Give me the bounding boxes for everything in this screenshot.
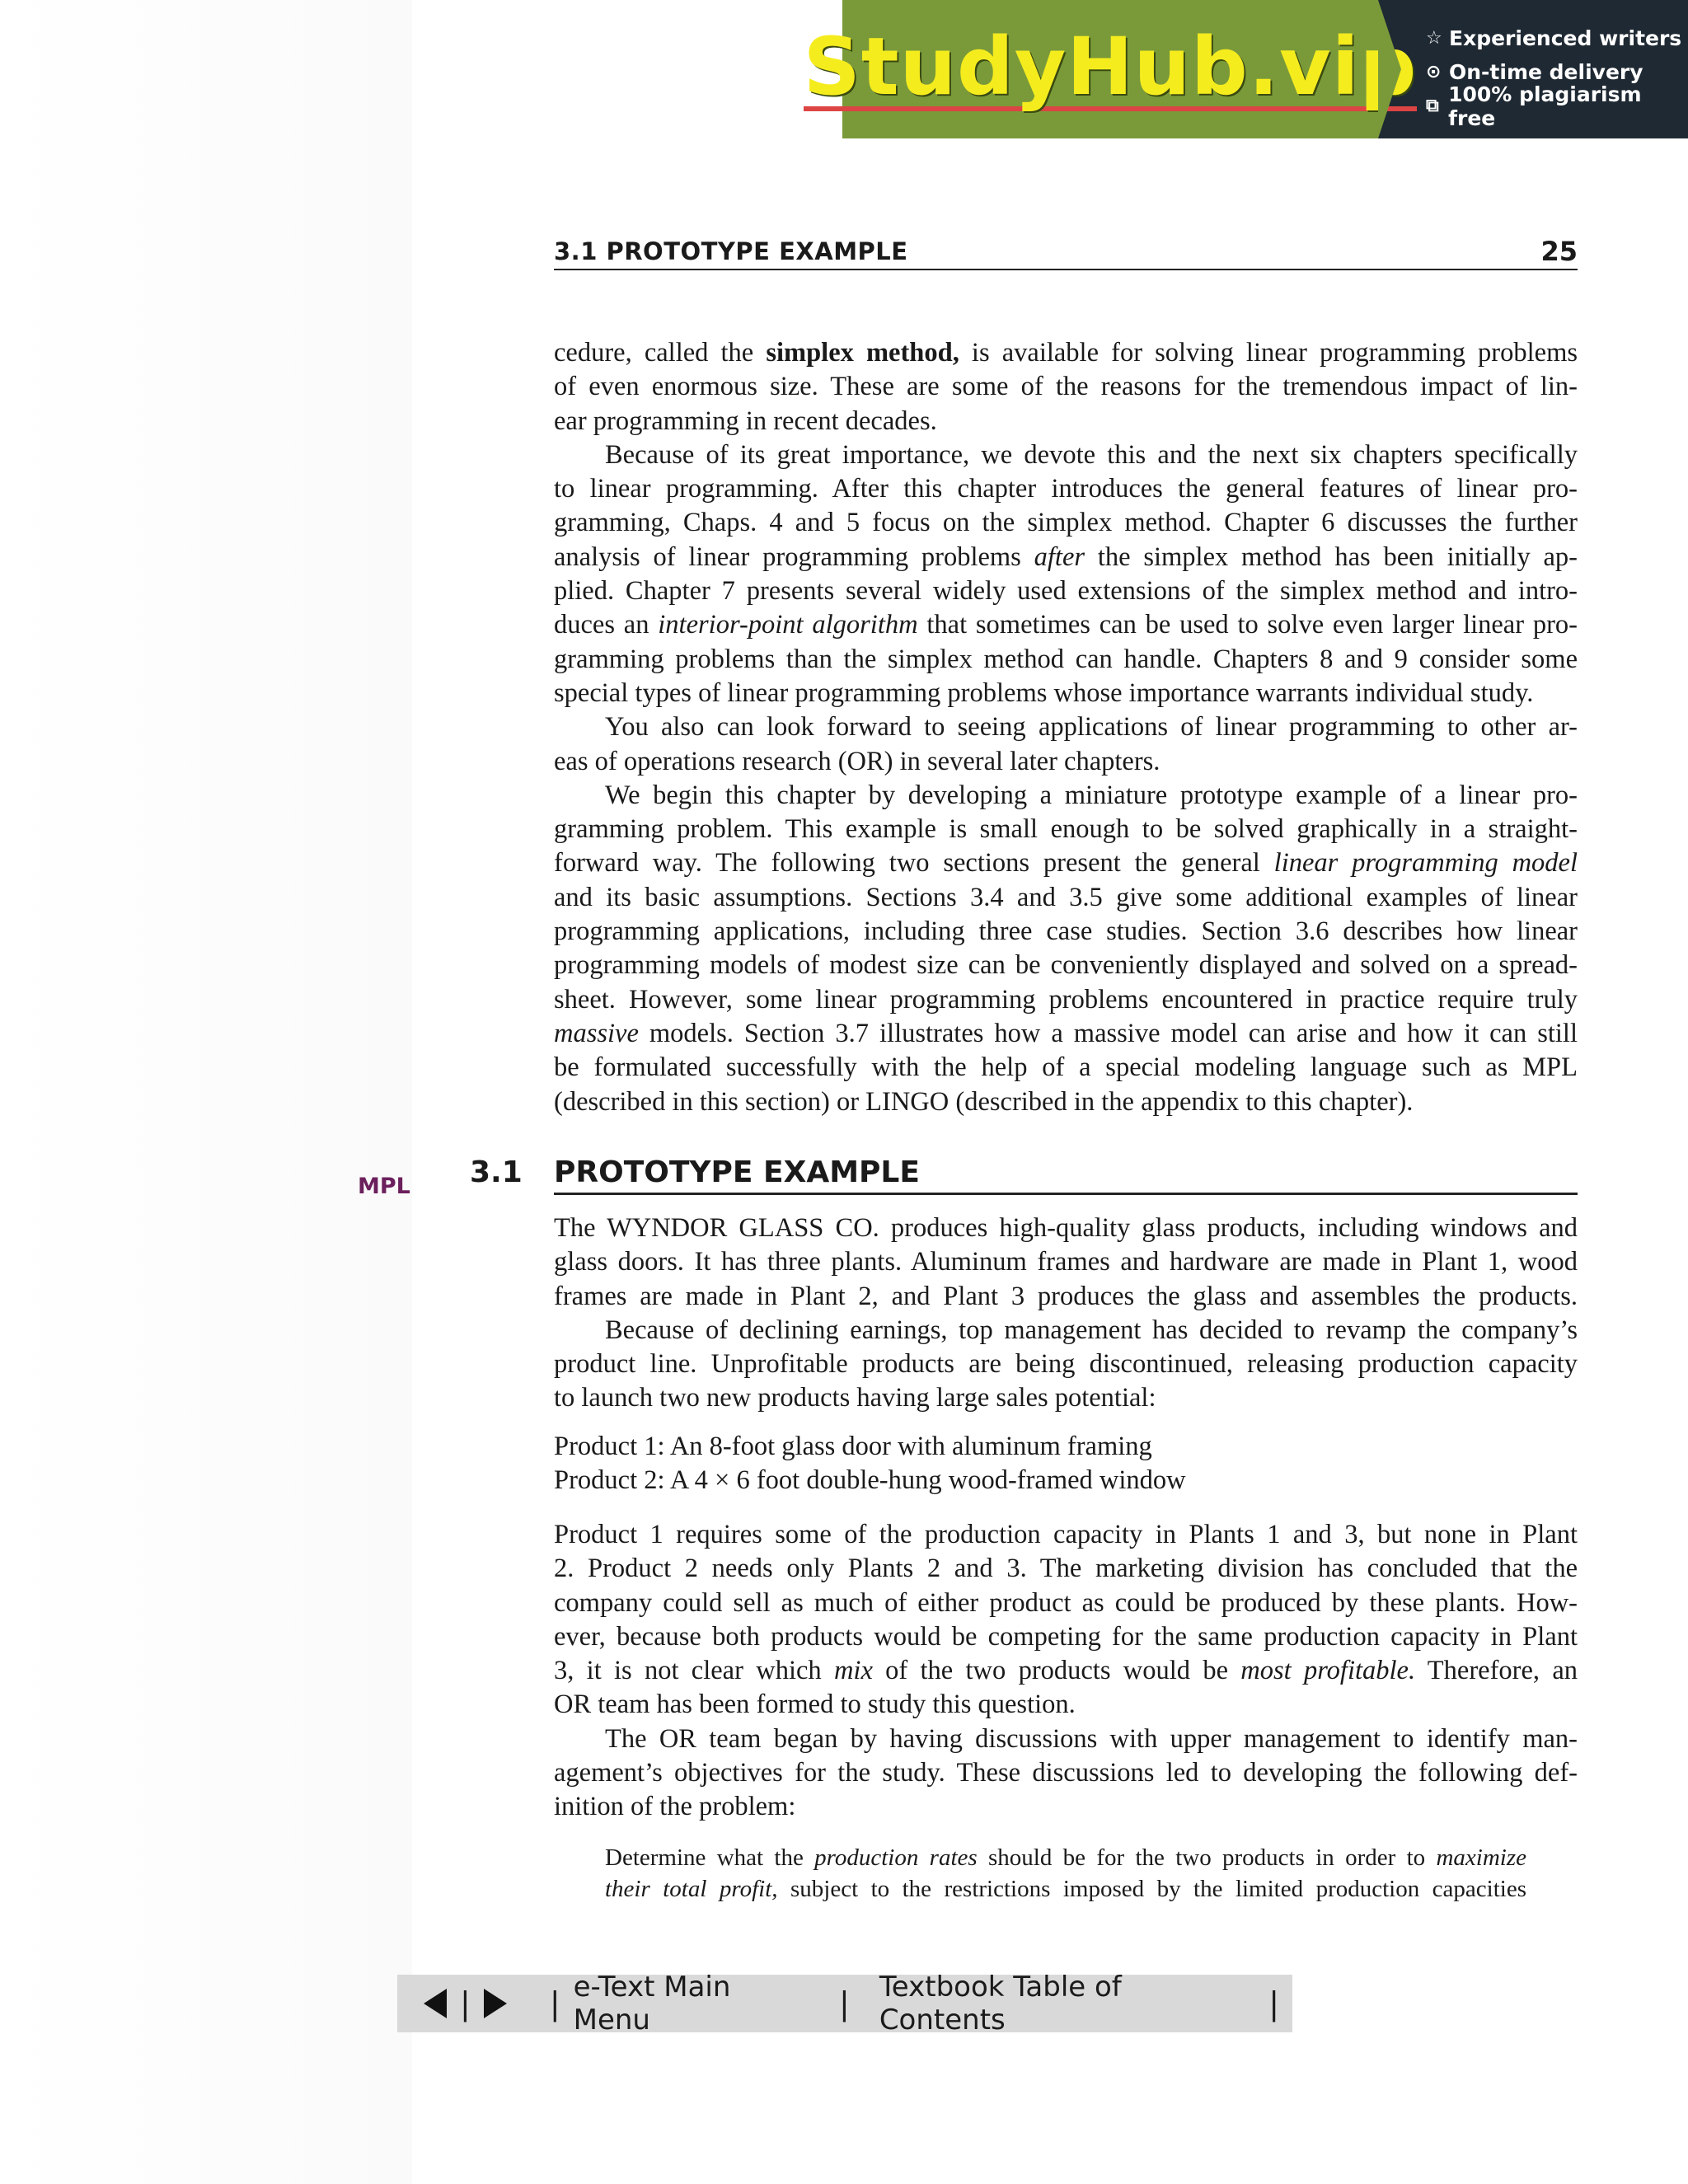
copy-icon: ⧉ [1426, 96, 1439, 116]
nav-separator: | [549, 1985, 560, 2022]
nav-separator: | [1268, 1985, 1279, 2022]
main-menu-link[interactable]: e-Text Main Menu [573, 1971, 731, 2036]
ad-feature-label: On-time delivery [1449, 60, 1643, 84]
navigation-bar [397, 1971, 1292, 2036]
text-line: their total profit, subject to the restrictions imposed by the limited production capacities [605, 1876, 1526, 1902]
page-background [0, 0, 412, 2184]
text-line: programming applications, including three case studies. Section 3.6 describes how linear [554, 916, 1578, 947]
section-title: PROTOTYPE EXAMPLE [554, 1155, 1578, 1195]
text-line: eas of operations research (OR) in several later chapters. [554, 746, 1160, 776]
text-line: Product 1 requires some of the production capacity in Plants 1 and 3, but none in Plant [554, 1520, 1578, 1549]
ad-features [1378, 0, 1688, 138]
running-title: 3.1 PROTOTYPE EXAMPLE [554, 237, 908, 265]
text-line: Because of its great importance, we devote this and the next six chapters specifically [605, 439, 1578, 470]
text-line: gramming, Chaps. 4 and 5 focus on the simplex method. Chapter 6 discusses the further [554, 508, 1578, 538]
text-line: OR team has been formed to study this question. [554, 1690, 1076, 1720]
body-text-2 [554, 1518, 1578, 1825]
body-text-1 [554, 1212, 1578, 1416]
text-line: (described in this section) or LINGO (described in the appendix to this chapter). [554, 1086, 1414, 1117]
running-header [554, 236, 1578, 270]
text-line: and its basic assumptions. Sections 3.4 and 3.5 give some additional examples of linear [554, 882, 1578, 912]
text-line: analysis of linear programming problems after the simplex method has been initially ap- [554, 541, 1578, 572]
text-line: massive models. Section 3.7 illustrates how a massive model can arise and how it can still [554, 1018, 1578, 1048]
text-line: cedure, called the simplex method, is available for solving linear programming problems [554, 338, 1578, 368]
text-line: special types of linear programming problems whose importance warrants individual study. [554, 677, 1534, 708]
text-line: agement’s objectives for the study. These discussions led to developing the following def- [554, 1758, 1578, 1788]
text-line: 3, it is not clear which mix of the two products would be most profitable. Therefore, an [554, 1656, 1578, 1686]
text-line: The OR team began by having discussions with upper management to identify man- [605, 1723, 1578, 1754]
ad-logo[interactable]: StudyHub.vip [803, 21, 1418, 113]
intro-text [554, 336, 1578, 1119]
problem-definition [605, 1842, 1526, 1905]
text-line: glass doors. It has three plants. Aluminum frames and hardware are made in Plant 1, wood [554, 1247, 1578, 1277]
text-line: company could sell as much of either product as could be produced by these plants. How- [554, 1587, 1578, 1618]
clock-icon: ⊙ [1426, 62, 1442, 82]
nav-separator: | [460, 1985, 471, 2022]
text-line: programming models of modest size can be conveniently displayed and solved on a spread- [554, 950, 1578, 981]
ad-feature-label: Experienced writers [1449, 26, 1682, 50]
text-line: duces an interior-point algorithm that sometimes can be used to solve even larger linear pro- [554, 610, 1578, 640]
toc-link[interactable]: Textbook Table of Contents [879, 1971, 1122, 2036]
text-line: be formulated successfully with the help of a special modeling language such as MPL [554, 1052, 1578, 1083]
ad-feature-label: 100% plagiarism free [1448, 82, 1642, 130]
prev-arrow-icon[interactable] [424, 1989, 447, 2018]
product-item: Product 1: An 8-foot glass door with aluminum framing [554, 1432, 1152, 1461]
ad-feature [1426, 82, 1688, 130]
nav-separator: | [839, 1985, 850, 2022]
page-number: 25 [1540, 236, 1578, 267]
text-line: gramming problems than the simplex method can handle. Chapters 8 and 9 consider some [554, 644, 1578, 674]
product-item: Product 2: A 4 × 6 foot double-hung wood-framed window [554, 1465, 1186, 1496]
text-line: sheet. However, some linear programming problems encountered in practice require truly [554, 984, 1578, 1015]
text-line: gramming problem. This example is small enough to be solved graphically in a straight- [554, 814, 1578, 845]
text-line: 2. Product 2 needs only Plants 2 and 3. The marketing division has concluded that the [554, 1554, 1578, 1584]
text-line: to launch two new products having large sales potential: [554, 1383, 1156, 1413]
text-line: forward way. The following two sections present the general linear programming model [554, 848, 1578, 879]
text-line: We begin this chapter by developing a miniature prototype example of a linear pro- [605, 780, 1578, 810]
text-line: to linear programming. After this chapter introduces the general features of linear pro- [554, 474, 1578, 504]
text-line: Determine what the production rates should be for the two products in order to maximize [605, 1844, 1526, 1871]
section-heading [470, 1154, 1578, 1195]
text-line: plied. Chapter 7 presents several widely used extensions of the simplex method and intro- [554, 576, 1578, 607]
next-arrow-icon[interactable] [484, 1989, 507, 2018]
text-line: inition of the problem: [554, 1792, 796, 1822]
text-line: Because of declining earnings, top management has decided to revamp the company’s [605, 1315, 1578, 1345]
text-line: The WYNDOR GLASS CO. produces high-quality glass products, including windows and [554, 1213, 1578, 1243]
mpl-margin-tag[interactable]: MPL [358, 1174, 410, 1199]
ad-banner[interactable] [803, 0, 1688, 138]
text-line: ear programming in recent decades. [554, 405, 937, 436]
ad-feature [1426, 21, 1688, 55]
text-line: of even enormous size. These are some of the reasons for the tremendous impact of lin- [554, 372, 1578, 402]
ad-logo-panel[interactable] [803, 0, 1418, 138]
text-line: frames are made in Plant 2, and Plant 3 produces the glass and assembles the products. [554, 1281, 1578, 1311]
star-icon: ☆ [1426, 28, 1442, 49]
text-line: You also can look forward to seeing applications of linear programming to other ar- [605, 712, 1578, 743]
product-list [554, 1430, 1578, 1498]
section-number: 3.1 [470, 1155, 523, 1189]
text-line: ever, because both products would be competing for the same production capacity in Plant [554, 1621, 1578, 1652]
ad-arrow-shape [1378, 0, 1401, 138]
text-line: product line. Unprofitable products are being discontinued, releasing production capacity [554, 1349, 1578, 1380]
